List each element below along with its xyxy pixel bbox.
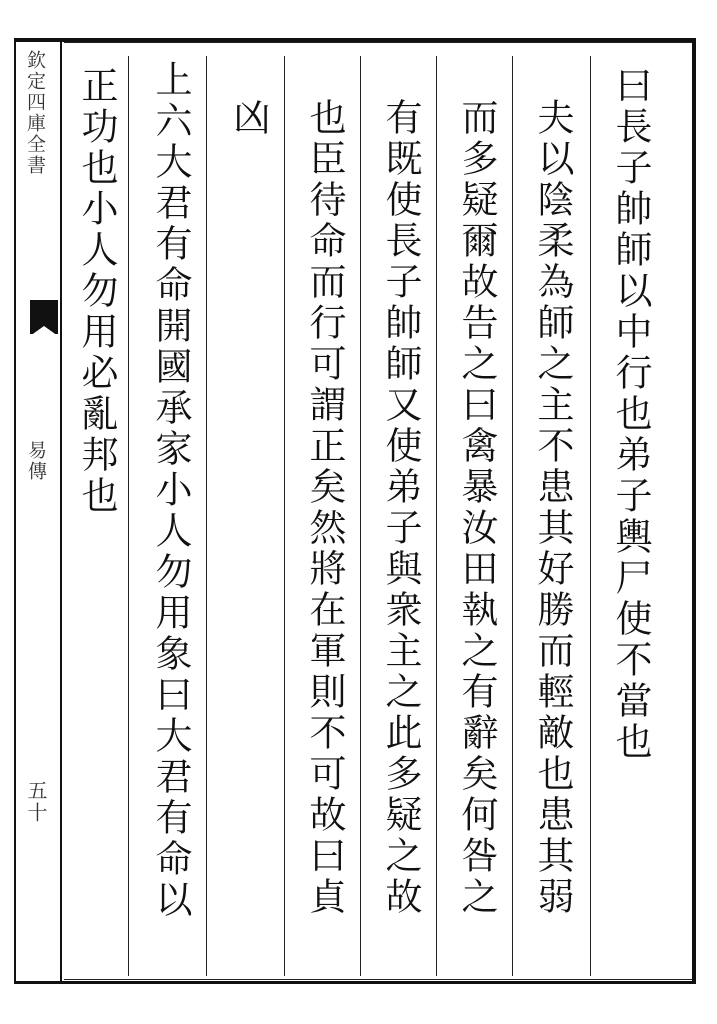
margin-section-title: 易傳	[25, 440, 47, 482]
text-column: 也臣待命而行可謂正矣然將在軍則不可故曰貞	[303, 98, 346, 918]
text-column: 正功也小人勿用必亂邦也	[75, 66, 118, 517]
margin-page-number: 五十	[24, 780, 48, 824]
column-divider	[436, 56, 437, 976]
text-column: 上六大君有命開國承家小人勿用象曰大君有命以	[149, 60, 192, 921]
column-divider	[206, 56, 207, 976]
text-column: 有既使長子帥師又使弟子與衆主之此多疑之故	[379, 98, 422, 918]
column-divider	[360, 56, 361, 976]
text-column: 凶	[227, 98, 270, 139]
text-column: 而多疑爾故告之曰禽暴汝田執之有辭矣何咎之	[455, 98, 498, 918]
column-divider	[128, 56, 129, 976]
column-divider	[284, 56, 285, 976]
column-divider	[512, 56, 513, 976]
fishtail-notch	[30, 326, 58, 336]
margin-book-title: 欽定四庫全書	[24, 50, 46, 176]
text-column: 曰長子帥師以中行也弟子輿尸使不當也	[609, 66, 652, 763]
text-column: 夫以陰柔為師之主不患其好勝而輕敵也患其弱	[531, 98, 574, 918]
column-divider	[590, 56, 591, 976]
